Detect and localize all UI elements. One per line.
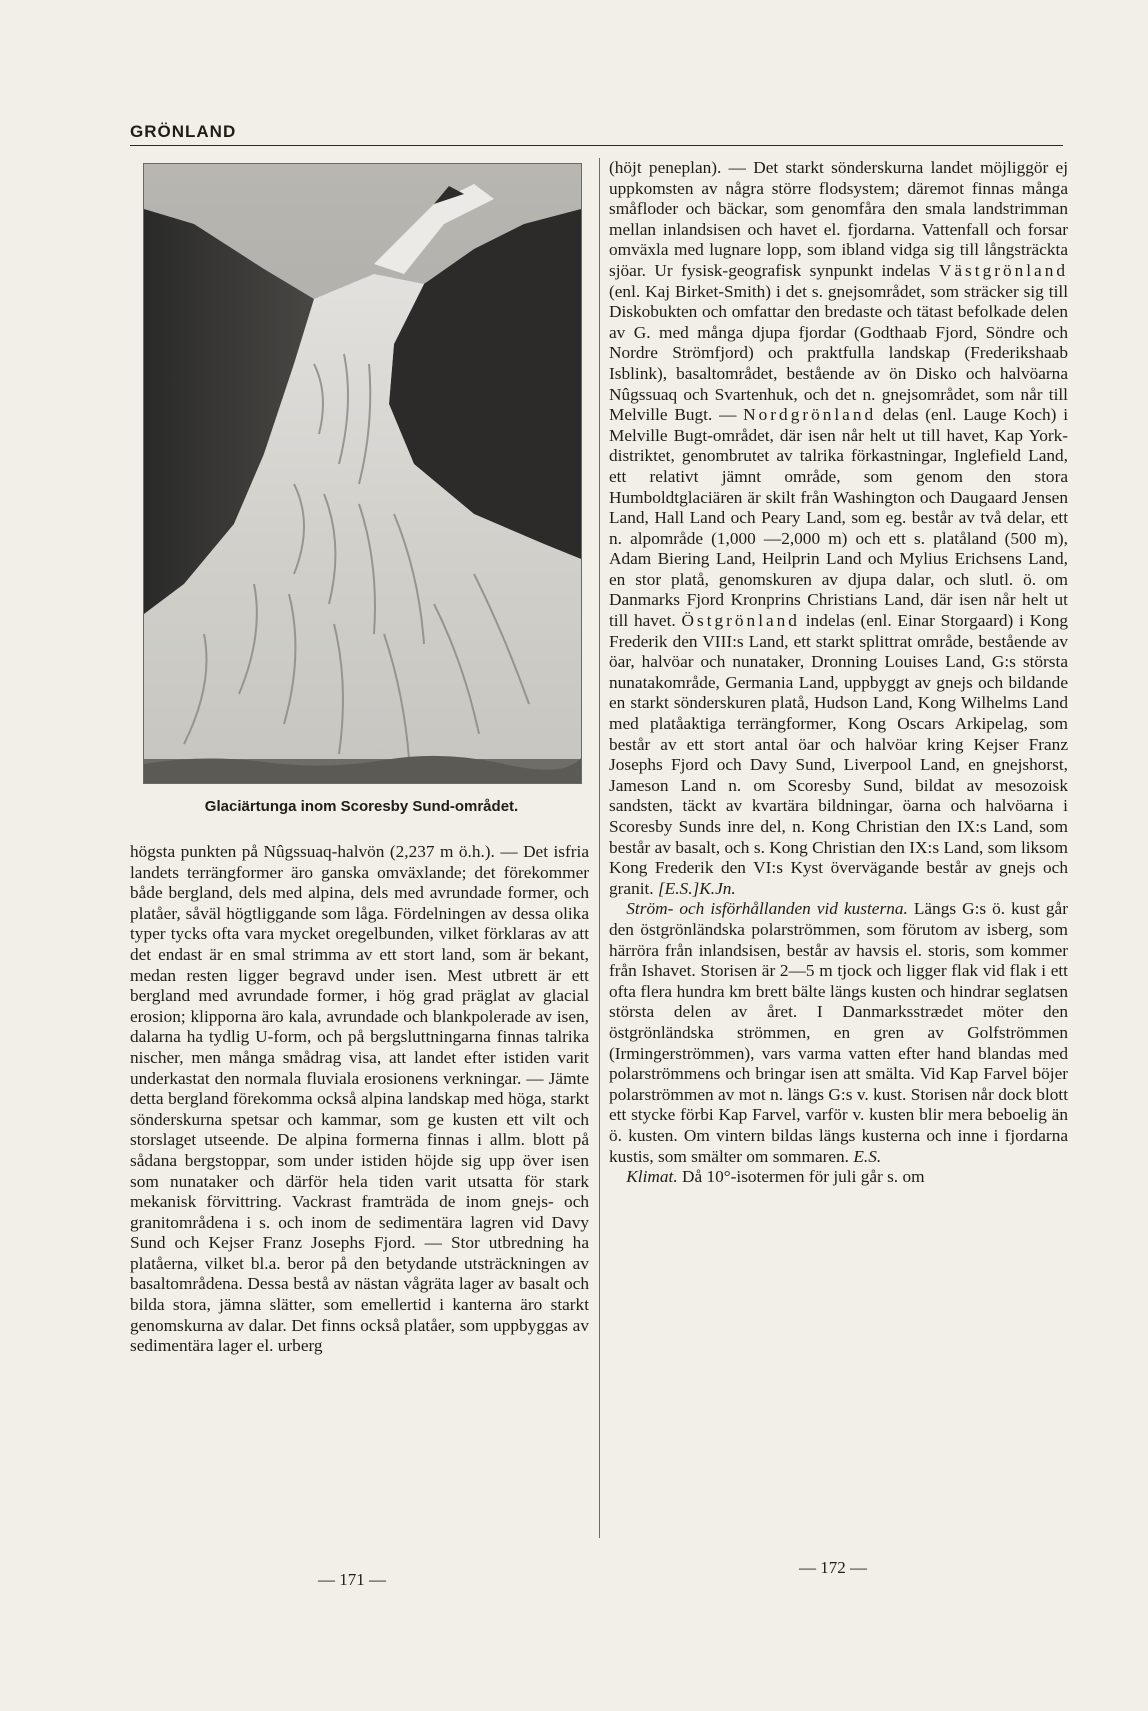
text-run: Längs G:s ö. kust går den östgrönländska polarströmmen, som förutom av isberg, som härröra från inlandsisen, består av havsis el. storis, som kommer från Ishavet. Storisen är 2—5 m tjock och ligger flak vid flak i ett ofta flera hundra km brett bälte längs kusten och hindrar seglatsen största delen av året. I Danmarksstrædet möter den östgrönländska strömmen, en gren av Golfströmmen (Irmingerströmmen), vars varma vatten efter hand blandas med polarströmmens och bringar isen att smälta. Vid Kap Farvel böjer polarströmmen av mot n. längs G:s v. kust. Storisen når dock blott ett stycke förbi Kap Farvel, varför v. kusten blir mera beboelig än ö. kusten. Om vintern bildas längs kusterna och inne i fjordarna kustis, som smälter om sommaren.	[609, 899, 1068, 1166]
text-run: (enl. Kaj Birket-Smith) i det s. gnejsområdet, som sträcker sig till Diskobukten och omfattar den bredaste och tätast befolkade delen av G. med många djupa fjordar (Godthaab Fjord, Söndre och Nordre Strömfjord) och praktfulla landskap (Frederikshaab Isblink), basaltområdet, bestående av ön Disko och halvöarna Nûgssuaq och Svartenhuk, och det n. gnejsområdet, som når till Melville Bugt. —	[609, 281, 1068, 425]
page-number-right: — 172 —	[799, 1558, 867, 1577]
page-number-left: — 171 —	[318, 1570, 386, 1589]
figure-caption: Glaciärtunga inom Scoresby Sund-området.	[204, 798, 519, 815]
text-run: delas (enl. Lauge Koch) i Melville Bugt-området, där isen når helt ut till havet, Kap York-distriktet, genombrutet av talrika förkastningar, Inglefield Land, ett relativt jämnt område, som genom den stora Humboldtglaciären är skilt från Washington och Daugaard Jensen Land, Hall Land och Peary Land, som eg. består av två delar, ett n. alpområde (1,000 —2,000 m) och ett s. platåland (500 m), Adam Biering Land, Heilprin Land och Mylius Erichsens Land, en stor platå, genomskuren av djupa dalar, och slutl. ö. om Danmarks Fjord Kronprins Christians Land, där isen når helt ut till havet.	[609, 405, 1068, 631]
header-title: GRÖNLAND	[130, 122, 237, 141]
region-vastgronland: Västgrönland	[938, 260, 1068, 280]
glacier-photo	[143, 163, 582, 784]
section-heading-klimat: Klimat.	[626, 1167, 678, 1187]
right-paragraph-1	[609, 158, 1068, 899]
left-column	[130, 842, 589, 1357]
column-divider	[599, 158, 600, 1538]
author-signature: [E.S.]K.Jn.	[657, 878, 736, 898]
region-nordgronland: Nordgrönland	[743, 405, 877, 425]
text-run: Då 10°-isotermen för juli går s. om	[677, 1167, 925, 1187]
running-header	[130, 122, 1063, 146]
right-column	[609, 158, 1068, 1188]
region-ostgronland: Östgrönland	[681, 611, 800, 631]
right-paragraph-2	[609, 899, 1068, 1167]
right-paragraph-3	[609, 1167, 1068, 1188]
section-heading-strom: Ström- och isförhållanden vid kusterna.	[626, 899, 908, 919]
author-signature: E.S.	[853, 1146, 882, 1166]
text-run: (höjt peneplan). — Det starkt sönderskurna landet möjliggör ej uppkomsten av några större flodsystem; däremot finnas många småfloder och bäckar, som genomfåra den smala landstrimman mellan inlandsisen och havet el. fjordarna. Vattenfall och forsar omväxla med lugnare lopp, som ibland vidga sig till långsträckta sjöar. Ur fysisk-geografisk synpunkt indelas	[609, 158, 1068, 280]
left-column-text: högsta punkten på Nûgssuaq-halvön (2,237 m ö.h.). — Det isfria landets terrängformer äro ganska omväxlande; det förekommer både bergland, dels med alpina, dels med avrundade former, och platåer, såväl högtliggande som låga. Fördelningen av dessa olika typer tycks ofta vara mycket oregelbunden, vilket förklaras av att det endast är en smal strimma av ett stort land, som är bekant, medan resten ligger begravd under isen. Mest utbrett är ett bergland med avrundade former, i hög grad präglat av glacial erosion; klipporna äro kala, avrundade och blankpolerade av isen, dalarna ha tydlig U-form, och på bergsluttningarna finnas talrika nischer, men många smådrag visa, att landet efter istiden varit underkastat den normala fluviala erosionens verkningar. — Jämte detta bergland förekomma också alpina landskap med höga, starkt sönderskurna spetsar och kammar, som ge kusten ett vilt och storslaget utseende. De alpina formerna finnas i allm. blott på sådana bergstoppar, som under istiden höjde sig upp över isen som nunataker och därför hela tiden varit utsatta för stark mekanisk förvittring. Vackrast framträda de inom gnejs- och granitområdena i s. och inom de sedimentära lagren vid Davy Sund och Kejser Franz Josephs Fjord. — Stor utbredning ha platåerna, vilket bl.a. beror på den betydande utsträckningen av basaltområdena. Dessa bestå av nästan vågräta lager av basalt och bilda stora, jämna slätter, som emellertid i kanterna äro starkt genomskurna av dalar. Det finns också platåer, som uppbyggas av sedimentära lager el. urberg	[130, 842, 589, 1356]
text-run: indelas (enl. Einar Storgaard) i Kong Frederik den VIII:s Land, ett starkt splittrat område, bestående av öar, halvöar och nunataker, Dronning Louises Land, G:s största nunatakområde, Germania Land, uppbyggt av gnejs och bildande en starkt sönderskuren platå, Hudson Land, Kong Wilhelms Land med platåaktiga terrängformer, Kong Oscars Arkipelag, som består av ett stort antal öar och halvöar kring Kejser Franz Josephs Fjord och Davy Sund, Liverpool Land, en gnejshorst, Jameson Land n. om Scoresby Sund, bildat av mesozoisk sandsten, täckt av kvartära bildningar, öarna och halvöarna i Scoresby Sunds inre del, n. Kong Christian den IX:s Land, som består av basalt, och s. Kong Christian den IX:s Land, som liksom Kong Frederik den VI:s Kyst övervägande består av gnejs och granit.	[609, 611, 1069, 898]
